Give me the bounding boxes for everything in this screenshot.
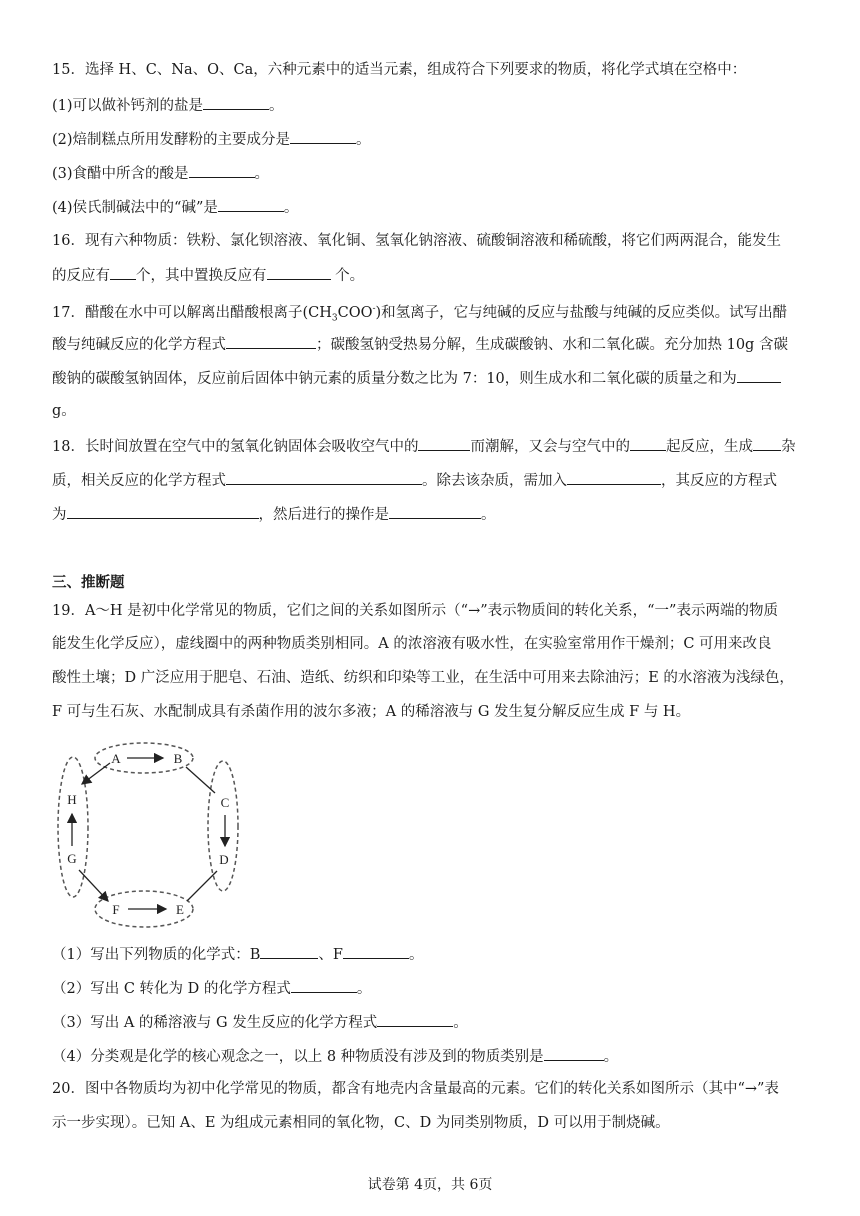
node-d: D	[219, 852, 229, 867]
q20-line2: 示一步实现）。已知 A、E 为组成元素相同的氧化物，C、D 为同类别物质，D 可以用于制烧碱。	[52, 1115, 670, 1131]
q15-part4: (4)侯氏制碱法中的“碱”是 。	[52, 196, 298, 218]
dashed-group-hg	[58, 757, 88, 897]
q18-line1: 18．长时间放置在空气中的氢氧化钠固体会吸收空气中的 而潮解，又会与空气中的 起反应，生成 杂	[52, 435, 795, 457]
node-b: B	[173, 751, 183, 766]
q17-line1: 17．醋酸在水中可以解离出醋酸根离子$(CH_3COO^-)$和氢离子，它与纯碱的反应与盐酸与纯碱的反应类似。试写出醋	[52, 304, 788, 324]
q17-line4: g。	[52, 403, 76, 419]
q18-line2: 质，相关反应的化学方程式 。除去该杂质，需加入 ，其反应的方程式	[52, 469, 777, 491]
answer-blank[interactable]	[377, 1011, 453, 1027]
answer-blank[interactable]	[630, 435, 666, 451]
relationship-diagram	[52, 738, 252, 938]
q19-sub1: （1）写出下列物质的化学式：B 、F 。	[52, 943, 423, 965]
q15-part2: (2)焙制糕点所用发酵粉的主要成分是 。	[52, 128, 371, 150]
page-footer: 试卷第 4页，共 6页	[367, 1177, 493, 1193]
node-g: G	[67, 851, 77, 866]
q17-line2: 酸与纯碱反应的化学方程式 ；碳酸氢钠受热易分解，生成碳酸钠、水和二氧化碳。充分加热 10g 含碳	[52, 333, 788, 355]
q16-line2: 的反应有 个，其中置换反应有 个。	[52, 264, 364, 286]
arrow-a-to-h	[82, 763, 110, 784]
q19-line4: F 可与生石灰、水配制成具有杀菌作用的波尔多液；A 的稀溶液与 G 发生复分解反应生成 F 与 H。	[52, 704, 691, 720]
q17-line3: 酸钠的碳酸氢钠固体，反应前后固体中钠元素的质量分数之比为 7：10，则生成水和二氧化碳的质量之和为	[52, 367, 781, 389]
answer-blank[interactable]	[260, 943, 318, 959]
q20-line1: 20．图中各物质均为初中化学常见的物质，都含有地壳内含量最高的元素。它们的转化关系如图所示（其中“→”表	[52, 1081, 779, 1097]
node-a: A	[111, 751, 121, 766]
node-c: C	[220, 795, 230, 810]
arrow-g-to-f	[79, 870, 108, 901]
q19-line3: 酸性土壤；D 广泛应用于肥皂、石油、造纸、纺织和印染等工业，在生活中可用来去除油污；E 的水溶液为浅绿色，	[52, 670, 794, 686]
answer-blank[interactable]	[290, 128, 356, 144]
q19-line2: 能发生化学反应），虚线圈中的两种物质类别相同。A 的浓溶液有吸水性，在实验室常用作干燥剂；C 可用来改良	[52, 636, 772, 652]
q18-line3: 为 ，然后进行的操作是 。	[52, 503, 496, 525]
answer-blank[interactable]	[110, 264, 136, 280]
line-d-e	[187, 871, 217, 901]
answer-blank[interactable]	[267, 264, 331, 280]
answer-blank[interactable]	[737, 367, 781, 383]
q19-sub4: （4）分类观是化学的核心观念之一，以上 8 种物质没有涉及到的物质类别是 。	[52, 1045, 618, 1067]
node-h: H	[67, 792, 77, 807]
section-heading: 三、推断题	[52, 574, 125, 591]
answer-blank[interactable]	[343, 943, 409, 959]
q19-sub3: （3）写出 A 的稀溶液与 G 发生反应的化学方程式 。	[52, 1011, 468, 1033]
answer-blank[interactable]	[567, 469, 661, 485]
answer-blank[interactable]	[753, 435, 781, 451]
q19-sub2: （2）写出 C 转化为 D 的化学方程式 。	[52, 977, 371, 999]
answer-blank[interactable]	[544, 1045, 604, 1061]
q15-part1: (1)可以做补钙剂的盐是 。	[52, 94, 284, 116]
q19-line1: 19．A～H 是初中化学常见的物质，它们之间的关系如图所示（“→”表示物质间的转化关系，“一”表示两端的物质	[52, 603, 778, 619]
answer-blank[interactable]	[418, 435, 470, 451]
answer-blank[interactable]	[291, 977, 357, 993]
dashed-group-cd	[208, 761, 238, 891]
answer-blank[interactable]	[203, 94, 269, 110]
node-f: F	[112, 902, 120, 917]
answer-blank[interactable]	[226, 333, 316, 349]
answer-blank[interactable]	[218, 196, 284, 212]
answer-blank[interactable]	[67, 503, 259, 519]
answer-blank[interactable]	[189, 162, 255, 178]
q16-line1: 16．现有六种物质：铁粉、氯化钡溶液、氧化铜、氢氧化钠溶液、硫酸铜溶液和稀硫酸，将它们两两混合，能发生	[52, 233, 781, 249]
q15-stem: 15．选择 H、C、Na、O、Ca，六种元素中的适当元素，组成符合下列要求的物质，将化学式填在空格中：	[52, 62, 747, 78]
line-b-c	[186, 767, 215, 793]
answer-blank[interactable]	[226, 469, 422, 485]
q15-part3: (3)食醋中所含的酸是 。	[52, 162, 269, 184]
answer-blank[interactable]	[389, 503, 481, 519]
node-e: E	[176, 902, 184, 917]
